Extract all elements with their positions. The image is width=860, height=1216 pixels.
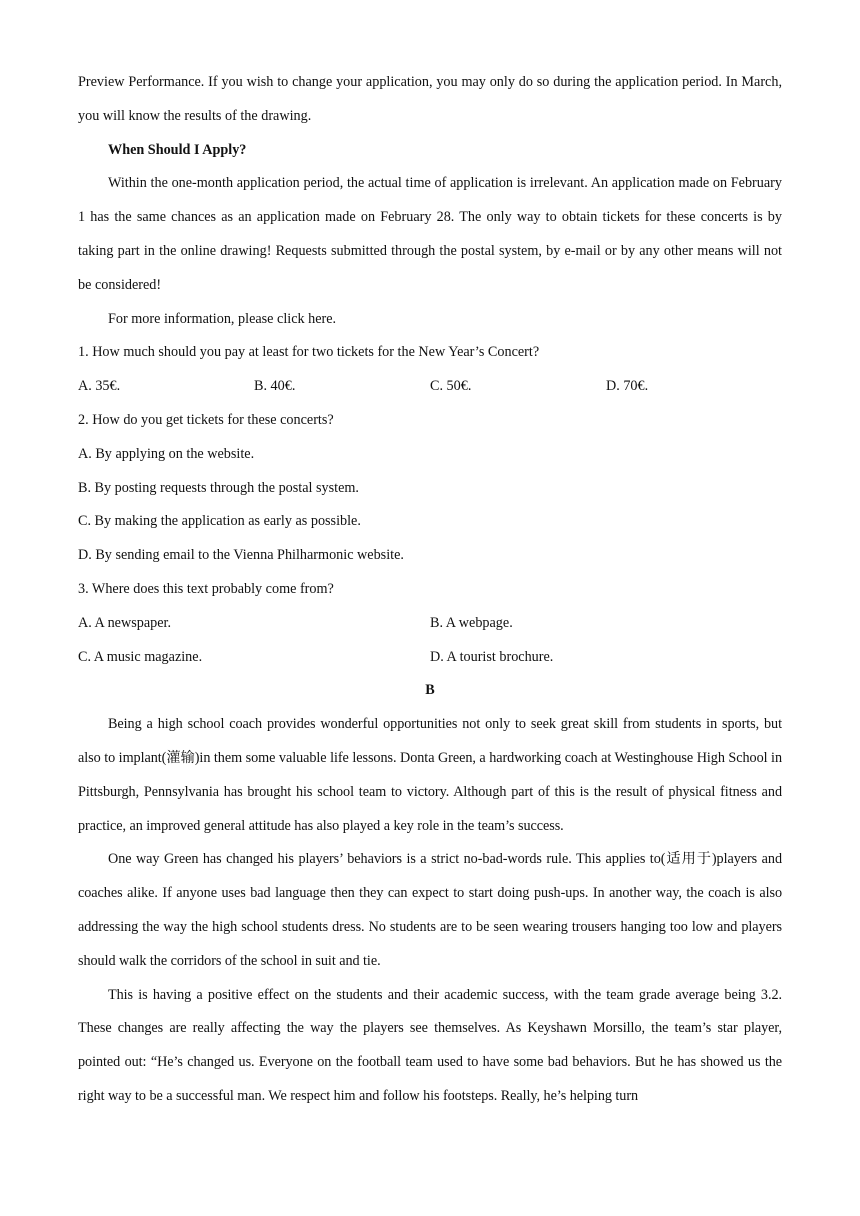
question-1-options [78, 370, 782, 404]
question-2-option-a: A. By applying on the website. [78, 445, 255, 462]
question-1-option-b: B. 40€. [254, 378, 296, 395]
passage-b-paragraph-2: One way Green has changed his players’ behaviors is a strict no-bad-words rule. This applies to(适用于)players and coaches alike. If anyone uses bad language then they can expect to start doing push-ups. In another way, the coach is also addressing the way the high school students dress. No students are to be seen wearing trousers hanging too low and players should walk the corridors of the school in suit and tie. [78, 851, 782, 969]
question-3-options-row-1 [78, 607, 782, 641]
question-1-stem: 1. How much should you pay at least for two tickets for the New Year’s Concert? [78, 344, 540, 361]
more-info-line: For more information, please click here. [108, 310, 337, 327]
question-1-option-d: D. 70€. [606, 378, 649, 395]
question-3-option-c: C. A music magazine. [78, 648, 203, 665]
question-3-options-row-2 [78, 641, 782, 675]
question-3-stem: 3. Where does this text probably come from? [78, 580, 334, 597]
document-page [78, 66, 782, 1114]
question-2-option-c: C. By making the application as early as possible. [78, 513, 361, 530]
question-3-option-b: B. A webpage. [430, 614, 513, 631]
passage-b-paragraph-3: This is having a positive effect on the students and their academic success, with the team grade average being 3.2. These changes are really affecting the way the players see themselves. As Keyshawn Morsillo, the team’s star player, pointed out: “He’s changed us. Everyone on the football team used to have some bad behaviors. But he has showed us the right way to be a successful man. We respect him and follow his footsteps. Really, he’s helping turn [78, 986, 782, 1104]
question-3-option-d: D. A tourist brochure. [430, 648, 554, 665]
passage-a-continuation: Preview Performance. If you wish to change your application, you may only do so during the application period. In March, you will know the results of the drawing. [78, 74, 782, 124]
passage-b-paragraph-1: Being a high school coach provides wonderful opportunities not only to seek great skill from students in sports, but also to implant(灌输)in them some valuable life lessons. Donta Green, a hardworking coach at Westinghouse High School in Pittsburgh, Pennsylvania has brought his school team to victory. Although part of this is the result of physical fitness and practice, an improved general attitude has also played a key role in the team’s success. [78, 716, 782, 834]
question-3-option-a: A. A newspaper. [78, 614, 171, 631]
question-2-stem: 2. How do you get tickets for these concerts? [78, 411, 334, 428]
heading-when-to-apply: When Should I Apply? [108, 141, 247, 158]
question-2-option-d: D. By sending email to the Vienna Philharmonic website. [78, 547, 404, 564]
question-2-option-b: B. By posting requests through the postal system. [78, 479, 359, 496]
question-1-option-c: C. 50€. [430, 378, 472, 395]
question-1-option-a: A. 35€. [78, 378, 121, 395]
paragraph-when-to-apply: Within the one-month application period, the actual time of application is irrelevant. An application made on February 1 has the same chances as an application made on February 28. The only way to obtain tickets for these concerts is by taking part in the online drawing! Requests submitted through the postal system, by e-mail or by any other means will not be considered! [78, 175, 782, 293]
passage-b-title: B [425, 682, 435, 699]
